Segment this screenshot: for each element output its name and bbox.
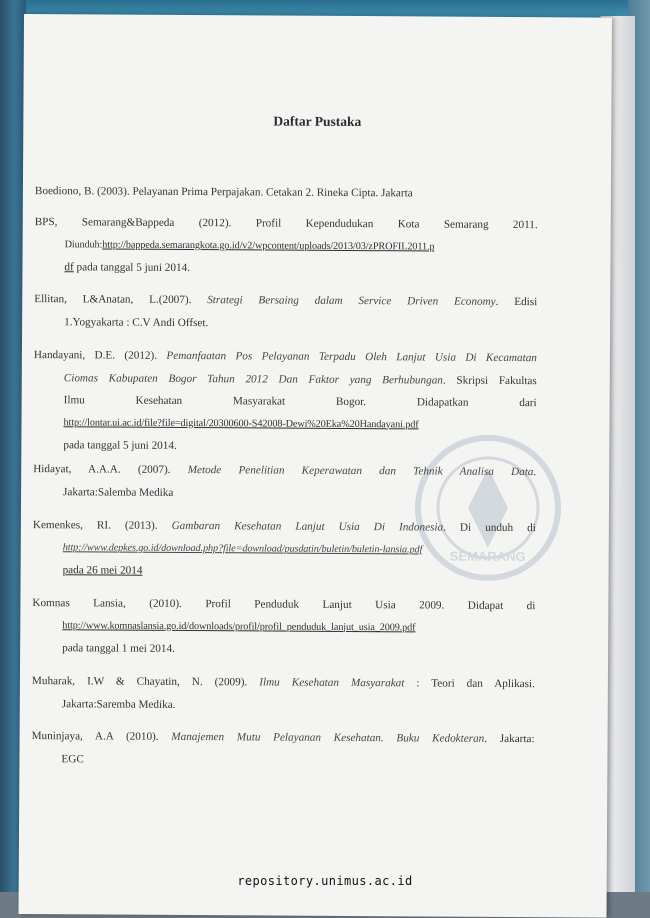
- page-title: Daftar Pustaka: [273, 113, 362, 130]
- ref-boediono: [35, 180, 538, 206]
- ref-text: Handayani, D.E. (2012).: [33, 349, 167, 362]
- ref-line: [32, 615, 535, 641]
- ref-title: Metode Penelitian Keperawatan dan Tehnik Analisa Data: [187, 464, 534, 479]
- ref-text: Muninjaya, A.A (2010).: [31, 730, 172, 743]
- document-page: [19, 14, 612, 918]
- repository-footer: repository.unimus.ac.id: [237, 874, 413, 888]
- ref-text: Diunduh:: [64, 238, 103, 250]
- ref-text: . Jakarta:: [484, 732, 535, 746]
- ref-text: . Di unduh di: [443, 521, 536, 535]
- ref-line: Ilmu Kesehatan Masyarakat Bogor. Didapatkan dari: [63, 394, 537, 410]
- ref-link[interactable]: http://lontar.ui.ac.id/file?file=digital/20300600-S42008-Dewi%20Eka%20Handayani.pdf: [63, 416, 419, 430]
- ref-line: [33, 412, 536, 438]
- ref-line: [33, 537, 536, 563]
- ref-text: .: [533, 466, 537, 479]
- ref-kemenkes: [33, 514, 536, 585]
- ref-text: Ellitan, L&Anatan, L.(2007).: [34, 293, 208, 307]
- ref-text: : Teori dan Aplikasi.: [404, 677, 535, 691]
- ref-title: Pemanfaatan Pos Pelayanan Terpadu Oleh Lanjut Usia Di Kecamatan: [166, 349, 537, 365]
- ref-line: [33, 458, 536, 484]
- ref-line: Komnas Lansia, (2010). Profil Penduduk Lanjut Usia 2009. Didapat di: [32, 597, 536, 613]
- ref-muharak: [32, 670, 535, 718]
- ref-line: BPS, Semarang&Bappeda (2012). Profil Kependudukan Kota Semarang 2011.: [34, 216, 538, 232]
- ref-line: Jakarta:Saremba Medika.: [61, 697, 176, 711]
- ref-text: pada tanggal 5 juni 2014.: [73, 261, 191, 275]
- ref-text: Muharak, I.W & Chayatin, N. (2009).: [31, 675, 260, 689]
- ref-title: Gambaran Kesehatan Lanjut Usia Di Indonesia: [171, 519, 444, 534]
- ref-bps: [34, 211, 537, 282]
- ref-line: [34, 288, 537, 314]
- ref-link[interactable]: http://bappeda.semarangkota.go.id/v2/wpcontent/uploads/2013/03/zPROFIL2011.p: [102, 238, 435, 253]
- ref-line: pada tanggal 1 mei 2014.: [62, 642, 175, 655]
- ref-link[interactable]: pada 26 mei 2014: [62, 564, 143, 577]
- ref-text: Kemenkes, RI. (2013).: [32, 519, 172, 532]
- ref-line: [34, 256, 537, 282]
- ref-hidayat: [33, 458, 536, 506]
- ref-line: [34, 367, 537, 393]
- ref-text: . Edisi: [495, 295, 538, 309]
- ref-handayani: [33, 344, 537, 460]
- ref-line: [32, 670, 535, 696]
- watermark-text: SEMARANG: [449, 548, 526, 565]
- ref-text: Boediono, B. (2003). Pelayanan Prima Perpajakan. Cetakan 2. Rineka Cipta. Jakarta: [34, 185, 413, 200]
- ref-komnas: [32, 592, 535, 663]
- ref-title: Ciomas Kabupaten Bogor Tahun 2012 Dan Faktor yang Berhubungan: [63, 371, 443, 387]
- ref-link[interactable]: http://www.komnaslansia.go.id/downloads/profil/profil_penduduk_lanjut_usia_2009.pdf: [62, 619, 416, 633]
- ref-line: [34, 344, 537, 370]
- ref-line: [33, 514, 536, 540]
- ref-title: Manajemen Mutu Pelayanan Kesehatan. Buku Kedokteran: [171, 730, 485, 745]
- ref-muninjaya: [31, 725, 534, 773]
- ref-line: pada tanggal 5 juni 2014.: [63, 439, 177, 452]
- ref-text: Hidayat, A.A.A. (2007).: [33, 463, 188, 477]
- ref-ellitan: [34, 288, 537, 336]
- ref-line: [33, 559, 536, 585]
- ref-text: . Skripsi Fakultas: [442, 374, 537, 387]
- ref-title: Strategi Bersaing dalam Service Driven Economy: [207, 294, 496, 308]
- ref-title: Ilmu Kesehatan Masyarakat: [259, 676, 405, 690]
- ref-line: EGC: [61, 752, 84, 765]
- ref-link[interactable]: df: [64, 261, 74, 274]
- ref-line: Jakarta:Salemba Medika: [63, 485, 174, 499]
- ref-link[interactable]: http://www.depkes.go.id/download.php?file=download/pusdatin/buletin/buletin-lansia.pdf: [62, 541, 423, 555]
- ref-line: [32, 725, 535, 751]
- ref-line: [35, 234, 538, 260]
- ref-line: 1.Yogyakarta : C.V Andi Offset.: [64, 315, 209, 329]
